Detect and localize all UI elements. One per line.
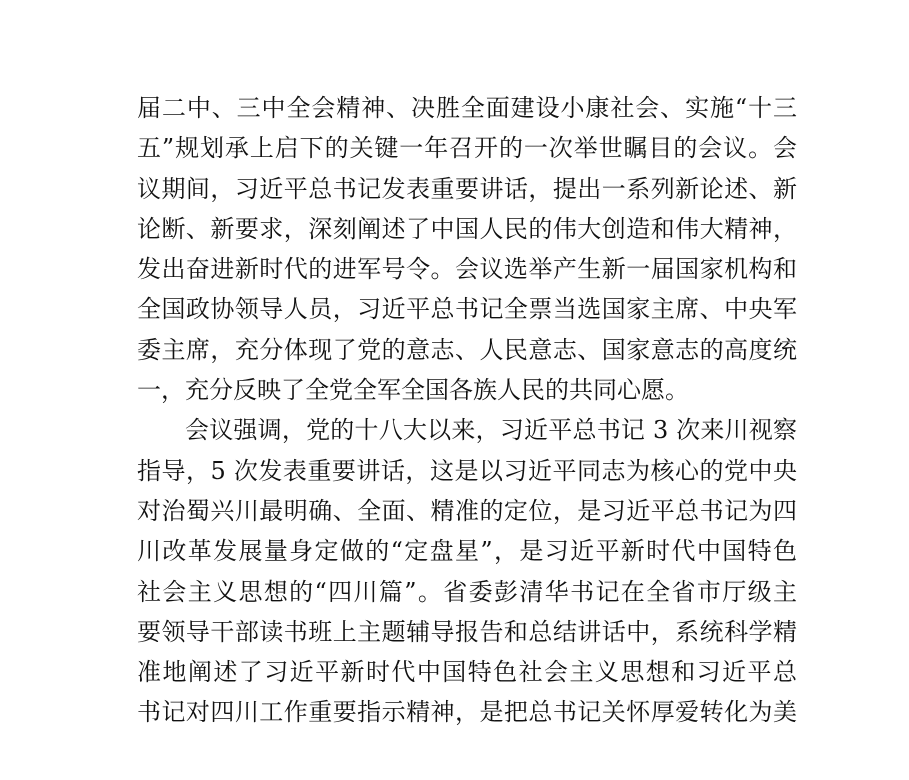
text-line: 发出奋进新时代的进军号令。会议选举产生新一届国家机构和 [137, 255, 797, 284]
text-line: 对治蜀兴川最明确、全面、精准的定位，是习近平总书记为四 [137, 496, 797, 525]
body-text [137, 88, 797, 733]
paragraph-first-line: 会议强调，党的十八大以来，习近平总书记 3 次来川视察 [185, 416, 797, 445]
text-line: 一，充分反映了全党全军全国各族人民的共同心愿。 [137, 376, 689, 405]
text-line: 社会主义思想的“四川篇”。省委彭清华书记在全省市厅级主 [137, 577, 797, 606]
text-line: 委主席，充分体现了党的意志、人民意志、国家意志的高度统 [137, 335, 797, 364]
text-line: 全国政协领导人员，习近平总书记全票当选国家主席、中央军 [137, 295, 797, 324]
text-line: 准地阐述了习近平新时代中国特色社会主义思想和习近平总 [137, 658, 797, 687]
text-line: 届二中、三中全会精神、决胜全面建设小康社会、实施“十三 [137, 94, 797, 122]
text-line: 论断、新要求，深刻阐述了中国人民的伟大创造和伟大精神， [137, 214, 797, 243]
text-line: 指导，5 次发表重要讲话，这是以习近平同志为核心的党中央 [137, 456, 797, 485]
text-line: 议期间，习近平总书记发表重要讲话，提出一系列新论述、新 [137, 174, 797, 203]
text-line: 要领导干部读书班上主题辅导报告和总结讲话中，系统科学精 [137, 617, 797, 646]
text-line: 五”规划承上启下的关键一年召开的一次举世瞩目的会议。会 [137, 134, 797, 163]
text-line: 书记对四川工作重要指示精神，是把总书记关怀厚爱转化为美 [137, 698, 797, 727]
text-line: 川改革发展量身定做的“定盘星”，是习近平新时代中国特色 [137, 537, 797, 566]
